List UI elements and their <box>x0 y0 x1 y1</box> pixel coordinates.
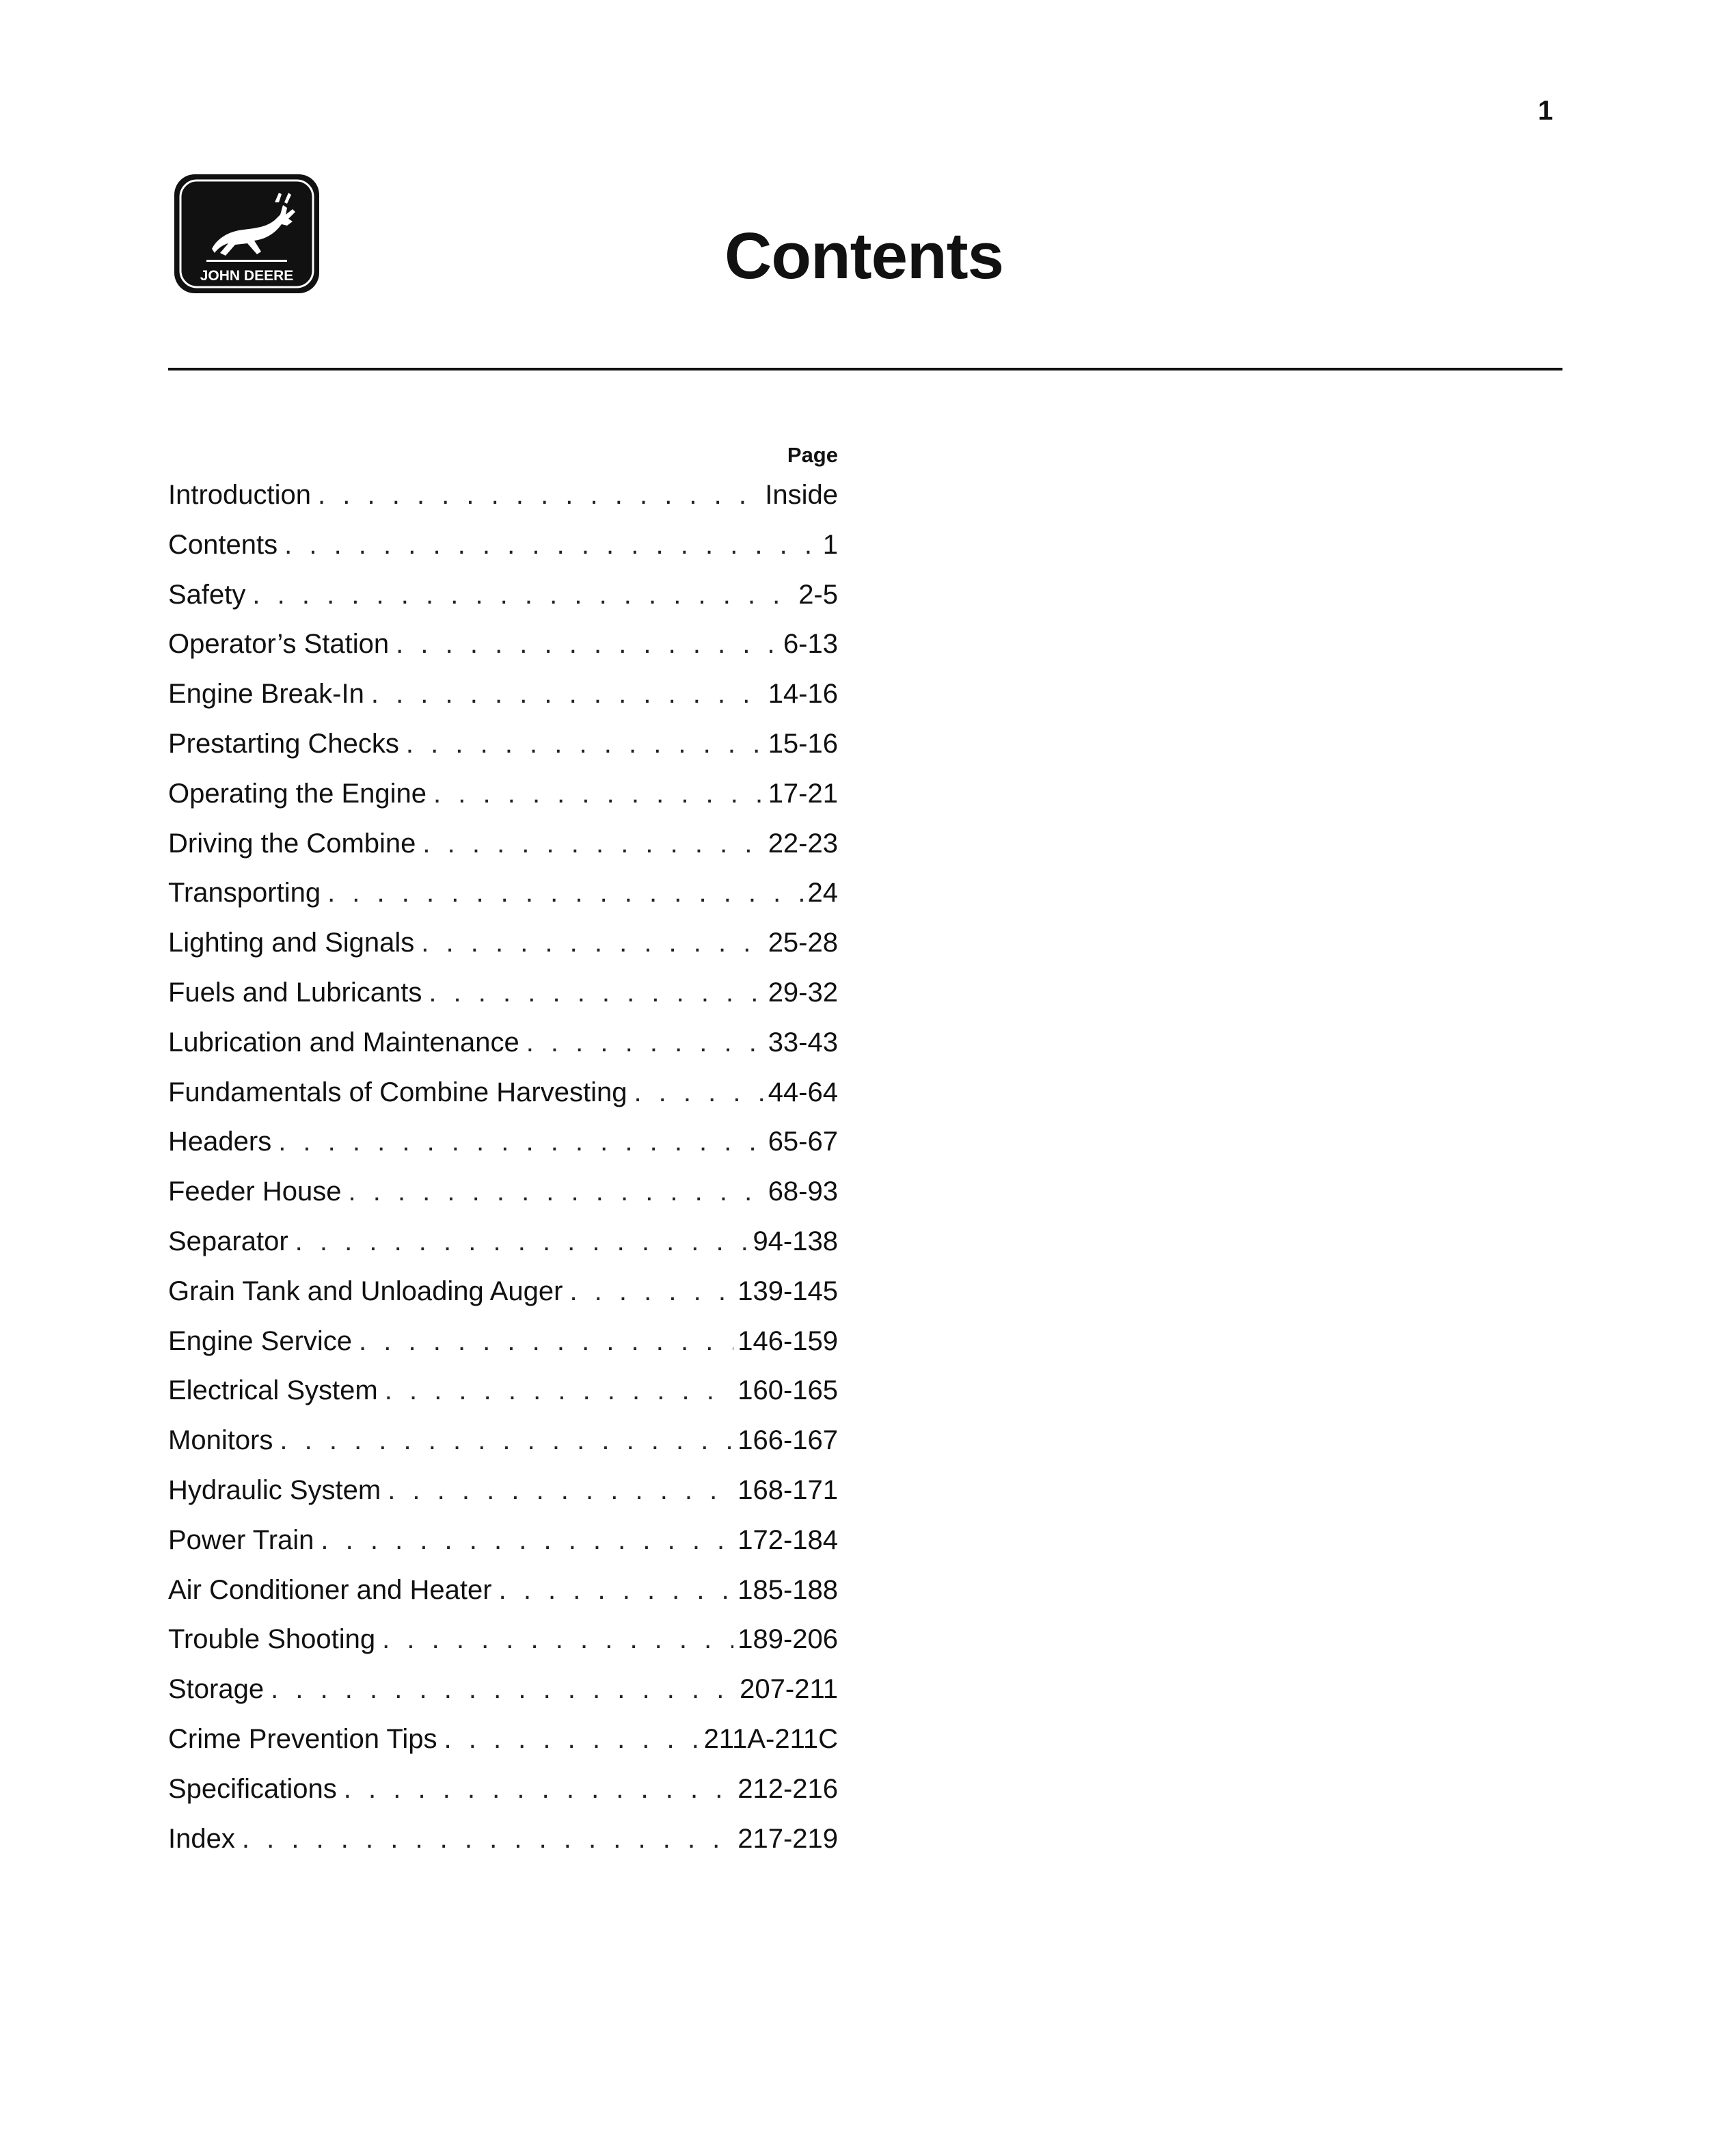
toc-entry-title: Prestarting Checks <box>168 728 399 759</box>
toc-entry <box>168 1068 838 1118</box>
toc-dot-leader <box>421 918 763 968</box>
toc-entry-title: Contents <box>168 529 278 560</box>
toc-entry <box>168 470 838 520</box>
toc-entry <box>168 1267 838 1317</box>
toc-entry <box>168 868 838 918</box>
toc-dot-leader <box>278 1117 763 1167</box>
toc-dot-leader <box>382 1615 733 1665</box>
toc-entry-title: Monitors <box>168 1425 273 1456</box>
toc-entry <box>168 1466 838 1515</box>
toc-entry <box>168 918 838 968</box>
toc-dot-leader <box>422 819 763 869</box>
toc-entry-title: Engine Break-In <box>168 679 364 710</box>
toc-entry-page: 29-32 <box>768 977 838 1008</box>
toc-entry-page: 65-67 <box>768 1127 838 1157</box>
toc-entry-title: Separator <box>168 1226 288 1256</box>
toc-entry-page: 94-138 <box>753 1226 838 1256</box>
toc-dot-leader <box>433 769 764 819</box>
toc-entry-page: 6-13 <box>783 629 838 660</box>
toc-entry-page: 207-211 <box>740 1674 838 1705</box>
toc-entry-title: Electrical System <box>168 1375 378 1406</box>
toc-entry-page: 44-64 <box>768 1077 838 1107</box>
toc-entry-page: 25-28 <box>768 928 838 958</box>
toc-dot-leader <box>271 1665 735 1714</box>
title-divider <box>168 368 1562 370</box>
toc-entry <box>168 570 838 620</box>
toc-entry <box>168 819 838 869</box>
john-deere-logo <box>172 172 321 295</box>
toc-list <box>168 470 838 1863</box>
toc-dot-leader <box>388 1466 733 1515</box>
toc-entry-page: 211A-211C <box>703 1723 838 1754</box>
toc-entry <box>168 1117 838 1167</box>
toc-entry-title: Storage <box>168 1674 265 1705</box>
toc-entry <box>168 1565 838 1615</box>
toc-entry-page: 217-219 <box>738 1823 838 1854</box>
toc-entry-title: Index <box>168 1823 235 1854</box>
toc-entry-title: Fuels and Lubricants <box>168 977 422 1008</box>
toc-dot-leader <box>295 1217 749 1267</box>
toc-dot-leader <box>526 1018 764 1068</box>
toc-dot-leader <box>444 1714 699 1764</box>
toc-dot-leader <box>252 570 794 620</box>
toc-entry-title: Grain Tank and Unloading Auger <box>168 1276 563 1306</box>
toc-dot-leader <box>359 1317 733 1366</box>
toc-entry-page: 1 <box>822 529 838 560</box>
toc-dot-leader <box>429 968 763 1018</box>
table-of-contents <box>168 440 838 1863</box>
toc-entry <box>168 1317 838 1366</box>
toc-entry-title: Driving the Combine <box>168 828 416 859</box>
toc-entry-page: 166-167 <box>738 1425 838 1456</box>
toc-dot-leader <box>499 1565 734 1615</box>
toc-entry-page: 22-23 <box>768 828 838 859</box>
toc-entry-page: 139-145 <box>738 1276 838 1306</box>
toc-entry-page: 2-5 <box>798 579 838 610</box>
toc-entry-title: Operator’s Station <box>168 629 390 660</box>
toc-entry-title: Lubrication and Maintenance <box>168 1027 519 1057</box>
toc-entry-page: Inside <box>765 480 838 510</box>
toc-entry-title: Engine Service <box>168 1325 353 1356</box>
toc-entry-title: Lighting and Signals <box>168 928 415 958</box>
toc-entry-title: Air Conditioner and Heater <box>168 1574 492 1605</box>
toc-entry-title: Trouble Shooting <box>168 1624 376 1655</box>
toc-dot-leader <box>569 1267 733 1317</box>
toc-entry-title: Hydraulic System <box>168 1474 381 1505</box>
logo-text: JOHN DEERE <box>200 268 294 284</box>
toc-entry-page: 146-159 <box>738 1325 838 1356</box>
toc-dot-leader <box>371 669 764 719</box>
toc-entry-title: Safety <box>168 579 246 610</box>
toc-entry <box>168 968 838 1018</box>
toc-entry <box>168 619 838 669</box>
toc-dot-leader <box>242 1814 733 1864</box>
toc-entry-page: 172-184 <box>738 1524 838 1555</box>
toc-entry <box>168 1764 838 1814</box>
toc-dot-leader <box>396 619 779 669</box>
toc-entry-page: 212-216 <box>738 1773 838 1804</box>
toc-entry <box>168 719 838 769</box>
toc-dot-leader <box>327 868 803 918</box>
toc-entry-title: Feeder House <box>168 1176 342 1207</box>
toc-entry-title: Introduction <box>168 480 312 510</box>
toc-dot-leader <box>280 1416 733 1466</box>
toc-dot-leader <box>318 470 761 520</box>
toc-entry <box>168 1615 838 1665</box>
toc-dot-leader <box>634 1068 763 1118</box>
toc-entry <box>168 1366 838 1416</box>
toc-entry <box>168 1018 838 1068</box>
toc-entry-title: Crime Prevention Tips <box>168 1723 437 1754</box>
toc-entry-page: 189-206 <box>738 1624 838 1655</box>
toc-entry-title: Operating the Engine <box>168 778 427 809</box>
toc-entry-page: 15-16 <box>768 728 838 759</box>
toc-entry-title: Power Train <box>168 1524 314 1555</box>
toc-entry-page: 68-93 <box>768 1176 838 1207</box>
page-column-header: Page <box>787 443 838 467</box>
toc-entry <box>168 1714 838 1764</box>
toc-dot-leader <box>284 520 819 570</box>
toc-entry-page: 17-21 <box>768 778 838 809</box>
toc-dot-leader <box>348 1167 763 1217</box>
toc-entry <box>168 1515 838 1565</box>
toc-entry-page: 33-43 <box>768 1027 838 1057</box>
toc-entry <box>168 1416 838 1466</box>
toc-entry-page: 14-16 <box>768 679 838 710</box>
toc-entry-page: 185-188 <box>738 1574 838 1605</box>
toc-entry <box>168 1217 838 1267</box>
toc-entry-title: Fundamentals of Combine Harvesting <box>168 1077 627 1107</box>
toc-dot-leader <box>321 1515 733 1565</box>
toc-entry <box>168 669 838 719</box>
toc-dot-leader <box>344 1764 733 1814</box>
toc-entry-page: 168-171 <box>738 1474 838 1505</box>
page-title: Contents <box>725 219 1003 293</box>
toc-dot-leader <box>385 1366 733 1416</box>
toc-entry-title: Specifications <box>168 1773 337 1804</box>
toc-dot-leader <box>406 719 764 769</box>
toc-entry <box>168 769 838 819</box>
toc-entry-page: 24 <box>807 878 838 908</box>
toc-entry <box>168 1665 838 1714</box>
page-number: 1 <box>1538 96 1554 126</box>
toc-entry <box>168 1167 838 1217</box>
toc-entry <box>168 1814 838 1864</box>
toc-entry-page: 160-165 <box>738 1375 838 1406</box>
toc-entry-title: Transporting <box>168 878 321 908</box>
toc-entry-title: Headers <box>168 1127 272 1157</box>
toc-entry <box>168 520 838 570</box>
